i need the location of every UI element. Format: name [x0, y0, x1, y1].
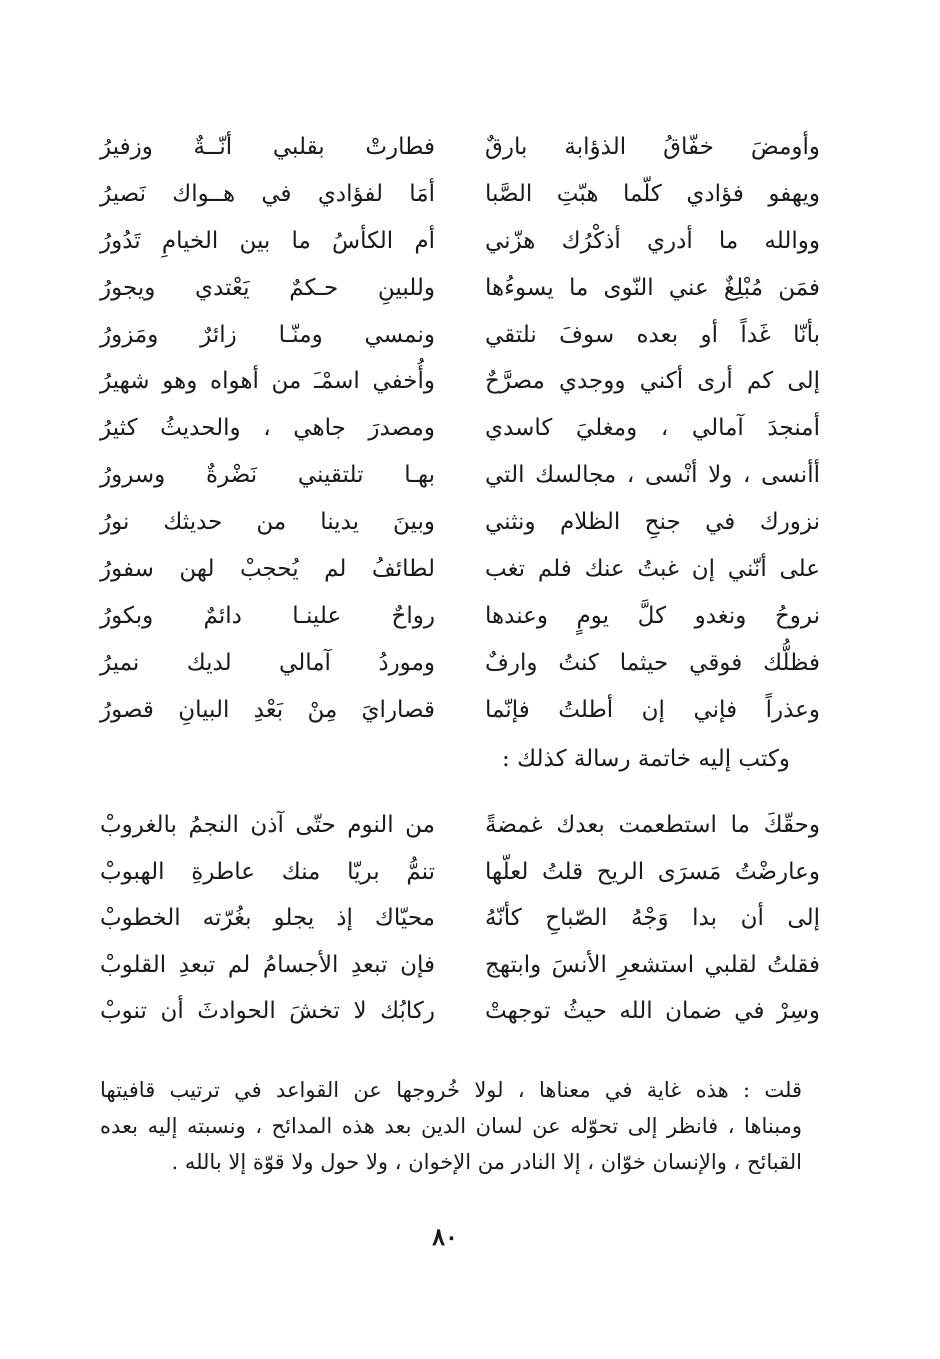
verse — [100, 693, 820, 740]
second-hemistich: قصارايَ مِنْ بَعْدِ البيانِ قصورُ — [100, 696, 435, 723]
second-hemistich: فإن تبعدِ الأجسامُ لم تبعدِ القلوبْ — [100, 951, 435, 978]
second-hemistich: وبينَ يدينا من حديثك نورُ — [100, 509, 435, 536]
first-hemistich: فقلتُ لقلبي استشعرِ الأنسَ وابتهج — [485, 951, 820, 978]
verse — [100, 505, 820, 552]
verse — [100, 224, 820, 271]
first-hemistich: بأنّا غَداً أو بعده سوفَ نلتقي — [485, 321, 820, 348]
verse — [100, 855, 820, 902]
verse — [100, 901, 820, 948]
first-hemistich: نزورك في جنحِ الظلام ونثني — [485, 509, 820, 536]
second-hemistich: وموردُ آمالي لديك نميرُ — [100, 649, 435, 676]
first-hemistich: وعارضْتُ مَسرَى الريح قلتُ لعلّها — [485, 858, 820, 885]
first-hemistich: وحقّكَ ما استطعمت بعدك غمضةً — [485, 812, 820, 838]
commentary-line: ومبناها ، فانظر إلى تحوّله عن لسان الدين بعد هذه المدائح ، ونسبته إليه بعده — [100, 1114, 802, 1138]
verse — [100, 177, 820, 224]
first-hemistich: نروحُ ونغدو كلَّ يومٍ وعندها — [485, 602, 820, 629]
second-hemistich: ركابُك لا تخشَ الحوادثَ أن تنوبْ — [100, 998, 435, 1024]
first-hemistich: وسِرْ في ضمان الله حيثُ توجهتْ — [485, 998, 820, 1024]
verse — [100, 994, 820, 1041]
second-hemistich: محيّاك إذ يجلو بغُرّته الخطوبْ — [100, 905, 435, 931]
commentary-line: قلت : هذه غاية في معناها ، لولا خُروجها عن القواعد في ترتيب قافيتها — [100, 1078, 802, 1102]
page-number: ٨٠ — [432, 1222, 458, 1251]
first-hemistich: على أنّني إن غبتُ عنك فلم تغب — [485, 556, 820, 583]
first-hemistich: أأنسى ، ولا أنْسى ، مجالسك التي — [485, 462, 820, 489]
second-hemistich: أم الكأسُ ما بين الخيامِ تَدُورُ — [100, 227, 435, 254]
verse — [100, 646, 820, 693]
second-hemistich: تنمُّ بريّا منك عاطرةِ الهبوبْ — [100, 858, 435, 885]
first-hemistich: ويهفو فؤادي كلّما هبّتِ الصَّبا — [485, 180, 820, 207]
verse — [100, 130, 820, 177]
verse — [100, 599, 820, 646]
verse — [100, 808, 820, 855]
poem-first — [100, 130, 820, 740]
verse — [100, 552, 820, 599]
first-hemistich: فمَن مُبْلِغٌ عني النّوى ما يسوءُها — [485, 274, 820, 301]
verse — [100, 411, 820, 458]
verse — [100, 948, 820, 995]
first-hemistich: أمنجدَ آمالي ، ومغليَ كاسدي — [485, 415, 820, 442]
verse — [100, 364, 820, 411]
verse — [100, 271, 820, 318]
commentary-paragraph — [100, 1072, 802, 1180]
second-hemistich: فطارتْ بقلبي أنّــةٌ وزفيرُ — [100, 134, 435, 160]
first-hemistich: ووالله ما أدري أذكْرُك هزّني — [485, 227, 820, 254]
first-hemistich: فظلُّك فوقي حيثما كنتُ وارفٌ — [485, 649, 820, 676]
first-hemistich: إلى كم أرى أكني ووجدي مصرَّحٌ — [485, 368, 820, 395]
verse — [100, 458, 820, 505]
verse — [100, 318, 820, 365]
first-hemistich: وأومضَ خفّاقُ الذؤابة بارقٌ — [485, 134, 820, 160]
intro-line: وكتب إليه خاتمة رسالة كذلك : — [502, 746, 790, 772]
first-hemistich: وعذراً فإني إن أطلتُ فإنّما — [485, 696, 820, 723]
second-hemistich: أمَا لفؤادي في هــواك نَصيرُ — [100, 180, 435, 207]
second-hemistich: من النوم حتّى آذن النجمُ بالغروبْ — [100, 812, 435, 838]
second-hemistich: بهـا تلتقيني نَضْرةٌ وسرورُ — [100, 462, 435, 489]
commentary-line: القبائح ، والإنسان خوّان ، إلا النادر من الإخوان ، ولا حول ولا قوّة إلا بالله . — [171, 1150, 802, 1174]
second-hemistich: وللبينِ حـكمٌ يَعْتدي ويجورُ — [100, 274, 435, 301]
second-hemistich: رواحٌ علينـا دائمٌ وبكورُ — [100, 602, 435, 629]
second-hemistich: ونمسي ومنّـا زائرٌ ومَزورُ — [100, 321, 435, 348]
poem-second — [100, 808, 820, 1041]
first-hemistich: إلى أن بدا وَجْهُ الصّباحِ كأنّهُ — [485, 905, 820, 931]
second-hemistich: وأُخفي اسمْـَ من أهواه وهو شهيرُ — [100, 368, 435, 395]
second-hemistich: ومصدرَ جاهي ، والحديثُ كثيرُ — [100, 415, 435, 442]
second-hemistich: لطائفُ لم يُحجبْ لهن سفورُ — [100, 556, 435, 583]
